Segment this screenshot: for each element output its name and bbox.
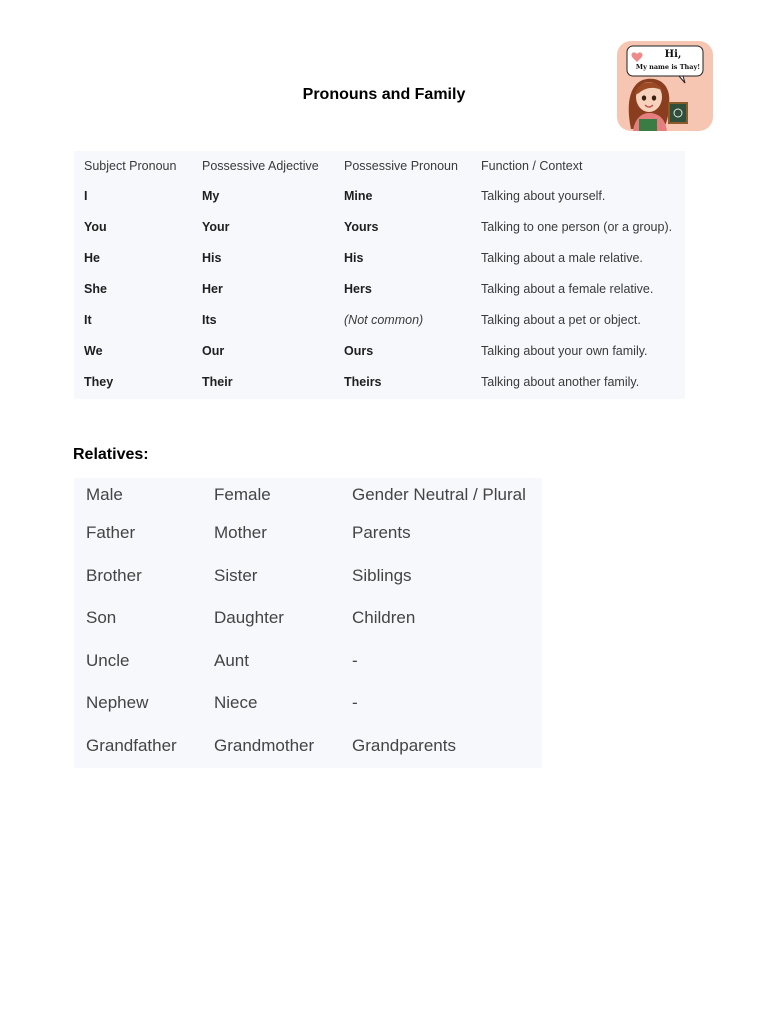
possessive-pronoun-cell: Hers xyxy=(344,281,372,296)
plural-cell: Children xyxy=(352,608,416,628)
male-cell: Grandfather xyxy=(86,735,177,755)
female-cell: Mother xyxy=(214,523,267,543)
table-row xyxy=(74,304,685,335)
possessive-pronoun-cell: (Not common) xyxy=(344,312,424,327)
subject-pronoun-cell: He xyxy=(84,250,100,265)
function-cell: Talking about your own family. xyxy=(481,343,648,358)
table-row xyxy=(74,555,542,598)
table-row xyxy=(74,512,542,555)
table-row xyxy=(74,335,685,366)
possessive-adjective-cell: His xyxy=(202,250,222,265)
male-cell: Nephew xyxy=(86,693,149,713)
avatar xyxy=(617,41,713,131)
column-header: Gender Neutral / Plural xyxy=(352,485,526,504)
plural-cell: Grandparents xyxy=(352,735,456,755)
table-row xyxy=(74,242,685,273)
greeting-text: Hi, xyxy=(664,49,682,60)
plural-cell: Parents xyxy=(352,523,411,543)
table-row xyxy=(74,597,542,640)
table-row xyxy=(74,273,685,304)
function-cell: Talking to one person (or a group). xyxy=(481,219,673,234)
function-cell: Talking about a pet or object. xyxy=(481,312,641,327)
function-cell: Talking about a male relative. xyxy=(481,250,643,265)
function-cell: Talking about yourself. xyxy=(481,188,606,203)
male-cell: Uncle xyxy=(86,650,130,670)
subject-pronoun-cell: They xyxy=(84,374,114,389)
page-title: Pronouns and Family xyxy=(302,86,466,103)
possessive-pronoun-cell: His xyxy=(344,250,364,265)
pronoun-table xyxy=(74,151,685,397)
column-header: Function / Context xyxy=(481,158,583,173)
possessive-pronoun-cell: Mine xyxy=(344,188,373,203)
subject-pronoun-cell: She xyxy=(84,281,107,296)
male-cell: Son xyxy=(86,608,117,628)
possessive-pronoun-cell: Theirs xyxy=(344,374,382,389)
male-cell: Father xyxy=(86,523,136,543)
plural-cell: Siblings xyxy=(352,565,412,585)
relatives-table-panel xyxy=(74,478,542,768)
name-text: My name is Thay! xyxy=(635,63,701,71)
column-header: Male xyxy=(86,485,123,504)
female-cell: Grandmother xyxy=(214,735,315,755)
relatives-table xyxy=(74,478,542,767)
table-row xyxy=(74,682,542,725)
possessive-adjective-cell: My xyxy=(202,188,220,203)
possessive-adjective-cell: Their xyxy=(202,374,233,389)
subject-pronoun-cell: I xyxy=(84,188,88,203)
possessive-adjective-cell: Our xyxy=(202,343,225,358)
subject-pronoun-cell: You xyxy=(84,219,107,234)
table-header-row xyxy=(74,151,685,180)
table-row xyxy=(74,725,542,768)
column-header: Subject Pronoun xyxy=(84,158,177,173)
plural-cell: - xyxy=(352,650,358,670)
column-header: Possessive Adjective xyxy=(202,158,319,173)
subject-pronoun-cell: We xyxy=(84,343,103,358)
male-cell: Brother xyxy=(86,565,142,585)
subject-pronoun-cell: It xyxy=(84,312,92,327)
female-cell: Aunt xyxy=(214,650,249,670)
function-cell: Talking about another family. xyxy=(481,374,640,389)
possessive-pronoun-cell: Ours xyxy=(344,343,374,358)
table-row xyxy=(74,180,685,211)
female-cell: Daughter xyxy=(214,608,284,628)
possessive-adjective-cell: Her xyxy=(202,281,223,296)
column-header: Female xyxy=(214,485,271,504)
function-cell: Talking about a female relative. xyxy=(481,281,654,296)
plural-cell: - xyxy=(352,693,358,713)
possessive-adjective-cell: Your xyxy=(202,219,230,234)
column-header: Possessive Pronoun xyxy=(344,158,458,173)
pronoun-table-panel xyxy=(74,151,685,399)
female-cell: Sister xyxy=(214,565,258,585)
female-cell: Niece xyxy=(214,693,258,713)
table-header-row xyxy=(74,478,542,512)
relatives-heading: Relatives: xyxy=(73,446,149,463)
possessive-pronoun-cell: Yours xyxy=(344,219,379,234)
table-row xyxy=(74,640,542,683)
possessive-adjective-cell: Its xyxy=(202,312,217,327)
table-row xyxy=(74,366,685,397)
table-row xyxy=(74,211,685,242)
